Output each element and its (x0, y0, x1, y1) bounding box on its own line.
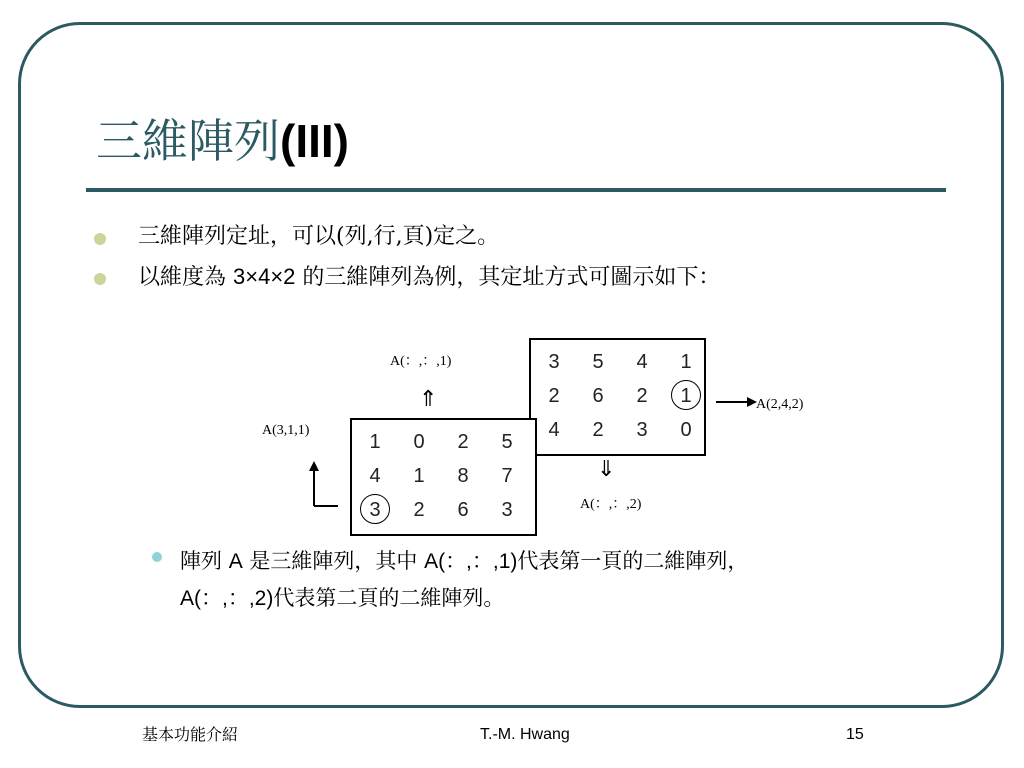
matrix-cell: 2 (636, 385, 648, 407)
bullet-2-text-a: 以維度為 (138, 265, 233, 290)
matrix-cell: 5 (501, 431, 513, 453)
sub-line2-a: A(：,：,2) (180, 587, 274, 610)
matrix-cell: 1 (680, 385, 692, 407)
matrix-page-1 (350, 418, 537, 536)
matrix-cell: 0 (413, 431, 425, 453)
sub-line1-d: A(：,：,1) (424, 550, 518, 573)
title-divider (86, 188, 946, 192)
matrix-cell: 1 (369, 431, 381, 453)
matrix-cell: 3 (636, 419, 648, 441)
bullet-2-text-c: 的三維陣列為例，其定址方式可圖示如下： (295, 265, 721, 290)
matrix-cell: 4 (548, 419, 560, 441)
label-a311: A(3,1,1) (262, 423, 310, 438)
footer-page-number: 15 (846, 726, 864, 743)
label-a242: A(2,4,2) (756, 397, 804, 412)
highlight-circle (671, 380, 701, 410)
matrix-cell: 1 (680, 351, 692, 373)
matrix-cell: 3 (548, 351, 560, 373)
sub-bullet-line-2 (180, 588, 504, 609)
matrix-cell: 2 (413, 499, 425, 521)
matrix-cell: 1 (413, 465, 425, 487)
sub-bullet-dot (152, 552, 162, 562)
down-arrow-icon: ⇓ (597, 456, 616, 481)
bullet-text-2 (138, 266, 720, 289)
matrix-cell: 2 (548, 385, 560, 407)
matrix-page-2 (529, 338, 706, 456)
matrix-cell: 0 (680, 419, 692, 441)
matrix-cell: 6 (457, 499, 469, 521)
matrix-cell: 8 (457, 465, 469, 487)
matrix-cell: 3 (369, 499, 381, 521)
label-page-1: A(：,：,1) (390, 354, 452, 369)
matrix-cell: 2 (457, 431, 469, 453)
bullet-dot-1 (94, 233, 106, 245)
matrix-cell: 5 (592, 351, 604, 373)
sub-line1-a: 陣列 (180, 549, 229, 573)
sub-line1-e: 代表第一頁的二維陣列， (517, 549, 749, 573)
title-roman: (III) (280, 115, 349, 167)
footer-author: T.-M. Hwang (480, 726, 570, 743)
slide-title (96, 114, 349, 168)
label-page-2: A(：,：,2) (580, 497, 642, 512)
bullet-1-text: 三維陣列定址，可以(列,行,頁)定之。 (138, 224, 500, 249)
matrix-cell: 4 (636, 351, 648, 373)
bent-arrow-icon (300, 460, 340, 512)
bullet-dot-2 (94, 273, 106, 285)
matrix-cell: 7 (501, 465, 513, 487)
sub-line2-b: 代表第二頁的二維陣列。 (273, 586, 505, 610)
title-cjk: 三維陣列 (96, 114, 280, 168)
sub-line1-c: 是三維陣列，其中 (242, 549, 425, 573)
bullet-text-1 (138, 226, 499, 248)
bullet-2-dims: 3×4×2 (233, 264, 296, 289)
footer-left: 基本功能介紹 (142, 725, 239, 744)
up-arrow-icon: ⇑ (419, 386, 438, 411)
sub-line1-b: A (228, 550, 243, 573)
highlight-circle (360, 494, 390, 524)
matrix-cell: 4 (369, 465, 381, 487)
right-arrow-icon (716, 395, 758, 409)
matrix-cell: 6 (592, 385, 604, 407)
matrix-cell: 3 (501, 499, 513, 521)
matrix-cell: 2 (592, 419, 604, 441)
sub-bullet-line-1 (180, 551, 748, 572)
